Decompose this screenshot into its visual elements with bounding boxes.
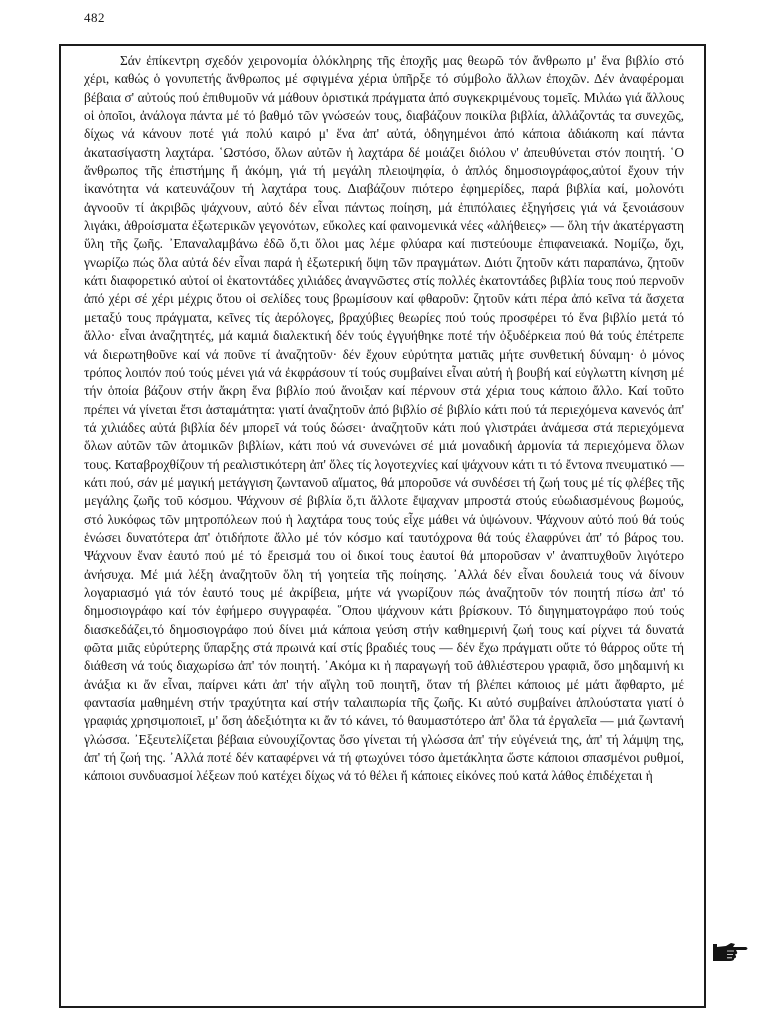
article-body-text: Σάν ἐπίκεντρη σχεδόν χειρονομία ὁλόκληρης τῆς ἐποχῆς μας θεωρῶ τόν ἄνθρωπο μ' ἕνα βιβλίο στό χέρι, καθώς ὁ γονυπετής ἄνθρωπος μέ σφιγμένα χέρια ὑπῆρξε τό σύμβολο ἄλλων ἐποχῶν. Δέν ἀναφέρομαι βέβαια σ' αὐτούς πού ἐπιθυμοῦν νά μάθουν ὁριστικά πράγματα ἀπό συγκεκριμένους τομεῖς. Μιλάω γιά ἄλλους οἱ ὁποῖοι, ἀνάλογα πάντα μέ τό βαθμό τῶν γνώσεών τους, διαβάζουν ποικίλα βιβλία, ἀλλάζοντάς τα συνεχῶς, δίχως νά κάνουν ποτέ γιά πολύ καιρό μ' ἕνα ἀπ' αὐτά, ὁδηγημένοι ἀπό κάποια ἀδιάκοπη καί πάντα ἀκατασίγαστη λαχτάρα. ῾Ωστόσο, ὅλων αὐτῶν ἡ λαχτάρα δέ μοιάζει διόλου ν' ἀπευθύνεται στόν ποιητή. ῾Ο ἄνθρωπος τῆς ἐπιστήμης ἤ ἀκόμη, γιά τή μεγάλη πλειοψηφία, ὁ ἁπλός δημοσιογράφος,αὐτοί ἔχουν τήν ἱκανότητα νά κατευνάζουν τή λαχτάρα τους. Διαβάζουν πιότερο ἐφημερίδες, παρά βιβλία καί, μολονότι ἀγνοοῦν τί ἀκριβῶς ψάχνουν, αὐτό δέν εἶναι πάντως ποίηση, μά ἐπιπόλαιες ἐξηγήσεις γιά νά ξενοιάσουν λιγάκι, ἀθροίσματα ἐξωτερικῶν γεγονότων, εὔκολες καί φαινομενικά νέες «ἀλήθειες» — ὅλη τήν ἀκατέργαστη ὕλη τῆς ζωῆς. ᾿Επαναλαμβάνω ἐδῶ ὅ,τι ὅλοι μας λέμε φλύαρα καί πιστεύουμε ἐπιφανειακά. Νομίζω, ὄχι, γνωρίζω πώς ὅλα αὐτά δέν εἶναι παρά ἡ ἐξωτερική ὄψη τῶν πραγμάτων. Διότι ζητοῦν κάτι παραπάνω, ζητοῦν κάτι διαφορετικό αὐτοί οἱ ἑκατοντάδες χιλιάδες ἀναγνῶστες στίς πολλές ἑκατοντάδες βιβλία τους πού περνοῦν ἀπό χέρι σέ χέρι μέχρις ὅτου οἱ σελίδες τους βρωμίσουν καί φθαροῦν: ζητοῦν κάτι πέρα ἀπό κεῖνα τά ἄσχετα μεταξύ τους πράγματα, κεῖνες τίς ἀερόλογες, βραχύβιες θεωρίες πού τούς προσφέρει τό ἕνα βιβλίο μετά τό ἄλλο· εἶναι ἀναζητητές, μά καμιά διαλεκτική δέν τούς ἐγγυήθηκε ποτέ τήν ὀξυδέρκεια πού θά τούς ἐπέτρεπε νά διερωτηθοῦνε καί νά ποῦνε τί ἀναζητοῦν· δέν ἔχουν εὐρύτητα ματιᾶς μήτε συνθετική δύναμη· ὁ μόνος τρόπος λοιπόν πού τούς μένει γιά νά ἐκφράσουν τί τούς συμβαίνει εἶναι αὐτή ἡ βουβή καί εὐγλωττη κίνηση μέ τήν ὁποία βάζουν στήν ἄκρη ἕνα βιβλίο πού ἄνοιξαν καί πέρνουν στά χέρια τους κάποιο ἄλλο. Καί τοῦτο πρέπει νά γίνεται ἔτσι ἀσταμάτητα: γιατί ἀναζητοῦν ἀπό βιβλίο σέ βιβλίο κάτι πού τά περιεχόμενα κανενός ἀπ' τά χιλιάδες αὐτά βιβλία δέν μπορεῖ νά τούς δώσει· ἀναζητοῦν κάτι πού γλιστράει ἀνάμεσα στά περιεχόμενα ὅλων αὐτῶν τῶν ἀτομικῶν βιβλίων, κάτι πού νά συνενώνει σέ μιά μοναδική ἁρμονία τά περιεχόμενα ὅλων τους. Καταβροχθίζουν τή ρεαλιστικότερη ἀπ' ὅλες τίς λογοτεχνίες καί ψάχνουν κάτι τι τό ἔντονα πνευματικό — κάτι πού, σάν μέ μαγική μετάγγιση ζωντανοῦ αἵματος, θά μποροῦσε νά συνδέσει τή ζωή τους μέ τίς φλέβες τῆς μεγάλης ζωῆς τοῦ κόσμου. Ψάχνουν σέ βιβλία ὅ,τι ἄλλοτε ἔψαχναν μπροστά στούς εὐωδιασμένους βωμούς, στό λυκόφως τῶν μητροπόλεων πού ἡ λαχτάρα τους τούς εἶχε μάθει νά ὑψώνουν. Ψάχνουν αὐτό πού θά τούς ἑνώσει δυνατότερα ἀπ' ὁτιδήποτε ἄλλο μέ τόν κόσμο καί ταυτόχρονα θά τούς ἐλαφρύνει ἀπ' τό βάρος του. Ψάχνουν ἕναν ἑαυτό πού μέ τό ἔρεισμά του οἱ δικοί τους ἑαυτοί θά μποροῦσαν ν' ἀναπτυχθοῦν λιγότερο ἀνήσυχα. Μέ μιά λέξη ἀναζητοῦν ὅλη τή γοητεία τῆς ποίησης. ᾿Αλλά δέν εἶναι δουλειά τους νά δίνουν λογαριασμό γιά τόν ἑαυτό τους μέ ἀκρίβεια, μήτε νά γνωρίζουν πώς ἀναζητοῦν τόν ποιητή πίσω ἀπ' τό δημοσιογράφο καί τόν ἐφήμερο συγγραφέα. ῞Οπου ψάχνουν κάτι βρίσκουν. Τό διηγηματογράφο πού τούς διασκεδάζει,τό δημοσιογράφο πού δίνει μιά κάποια γεύση στήν καθημερινή ζωή τους καί ρίχνει τά δυνατά φῶτα μιᾶς εὐρύτερης ὕπαρξης στά πρωινά καί στίς βραδιές τους — δέν ἔχω πράγματι οὔτε τό θάρρος οὔτε τή διάθεση νά τούς διαχωρίσω ἀπ' τόν ποιητή. ᾿Ακόμα κι ἡ παραγωγή τοῦ ἀθλιέστερου γραφιᾶ, ὅσο μηδαμινή κι ἀνάξια κι ἄν εἶναι, παίρνει κάτι ἀπ' τήν αἴγλη τοῦ ποιητῆ, ὅταν τή βλέπει κάποιος μέ μάτι ἄφθαρτο, μέ φαντασία μαθημένη στήν τραχύτητα καί στήν ταλαιπωρία τῆς ζωῆς. Κι αὐτό συμβαίνει ἁπλούστατα γιατί ὁ γραφιάς χρησιμοποιεῖ, μ' ὅση ἀδεξιότητα κι ἄν τό κάνει, τό θαυμαστότερο ἀπ' ὅλα τά ἐργαλεῖα — μιά ζωντανή γλώσσα. ᾿Εξευτελίζεται βέβαια εὐνουχίζοντας ὅσο γίνεται τή γλώσσα ἀπ' τήν εὐγένειά της, ἀπ' τή λάμψη της, ἀπ' τή ζωή της. ᾿Αλλά ποτέ δέν καταφέρνει νά τή φτωχύνει τόσο ἀμετάκλητα ὥστε κάποιοι σπασμένοι ρυθμοί, κάποιοι συνδυασμοί λέξεων πού κατέχει δίχως νά τό θέλει ἤ κάποιες εἰκόνες πού κατά λάθος ἐπιδέχεται ἡ xyxy=(84,53,684,784)
pointing-hand-icon xyxy=(712,941,750,963)
page-number: 482 xyxy=(84,10,105,25)
